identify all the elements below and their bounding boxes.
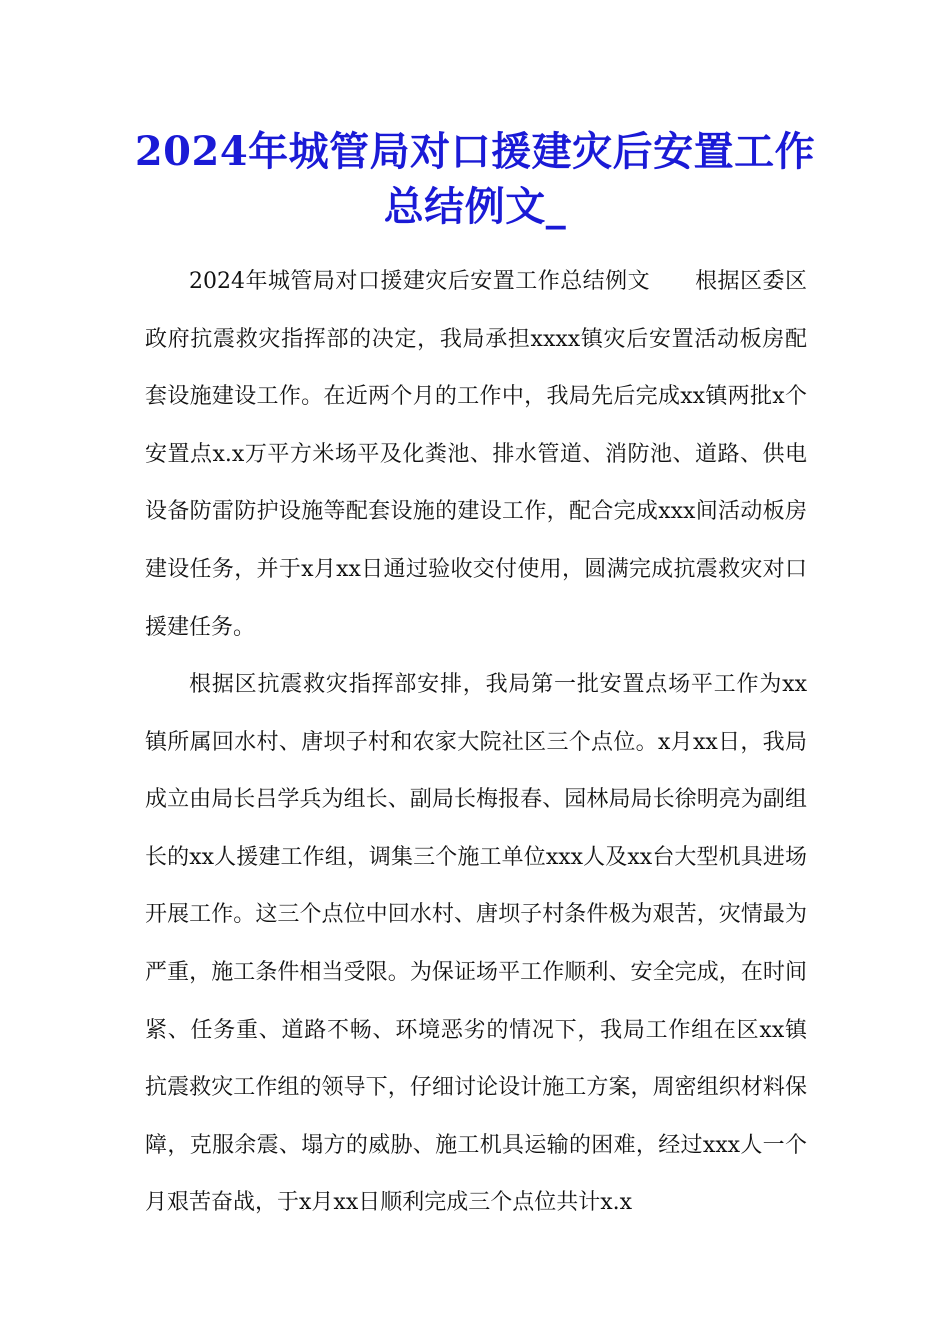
paragraph-1: 2024年城管局对口援建灾后安置工作总结例文 根据区委区政府抗震救灾指挥部的决定，我局承担xxxx镇灾后安置活动板房配套设施建设工作。在近两个月的工作中，我局先后完成xx镇两批x个安置点x.x万平方米场平及化粪池、排水管道、消防池、道路、供电设备防雷防护设施等配套设施的建设工作，配合完成xxx间活动板房建设任务，并于x月xx日通过验收交付使用，圆满完成抗震救灾对口援建任务。 [145,269,807,640]
paragraph-2: 根据区抗震救灾指挥部安排，我局第一批安置点场平工作为xx镇所属回水村、唐坝子村和农家大院社区三个点位。x月xx日，我局成立由局长吕学兵为组长、副局长梅报春、园林局局长徐明亮为副组长的xx人援建工作组，调集三个施工单位xxx人及xx台大型机具进场开展工作。这三个点位中回水村、唐坝子村条件极为艰苦，灾情最为严重，施工条件相当受限。为保证场平工作顺利、安全完成，在时间紧、任务重、道路不畅、环境恶劣的情况下，我局工作组在区xx镇抗震救灾工作组的领导下，仔细讨论设计施工方案，周密组织材料保障，克服余震、塌方的威胁、施工机具运输的困难，经过xxx人一个月艰苦奋战，于x月xx日顺利完成三个点位共计x.x [145,672,807,1216]
document-title: 2024年城管局对口援建灾后安置工作总结例文_ [134,128,816,230]
document-body [145,253,807,1232]
